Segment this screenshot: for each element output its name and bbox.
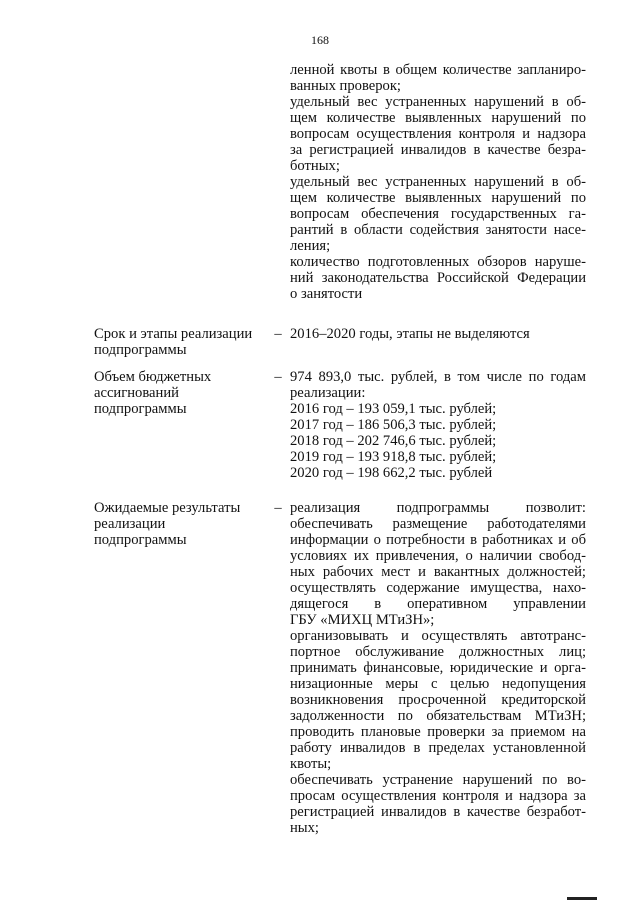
row-content-results [290, 500, 586, 836]
row-label-term [94, 326, 274, 358]
label-line: подпрограммы [94, 401, 187, 417]
text-line: проводить плановые проверки за приемом на [290, 724, 586, 740]
row-label-budget [94, 369, 274, 417]
text-line: ленной квоты в общем количестве запланиро- [290, 62, 586, 78]
text-line: условиях их привлечения, о наличии свобод- [290, 548, 586, 564]
text-line: осуществлять содержание имущества, нахо- [290, 580, 586, 596]
text-line: ний законодательства Российской Федерации [290, 270, 586, 286]
text-line: вопросам обеспечения государственных га- [290, 206, 586, 222]
text-line: за регистрацией инвалидов в качестве безра- [290, 142, 586, 158]
label-line: Объем бюджетных [94, 369, 212, 385]
text-line: квоты; [290, 756, 332, 772]
label-line: Ожидаемые результаты [94, 500, 241, 516]
text-line: о занятости [290, 286, 363, 302]
row-label-results [94, 500, 274, 548]
label-line: подпрограммы [94, 342, 187, 358]
label-line: Срок и этапы реализации [94, 326, 253, 342]
text-line: рантий в области содействия занятости насе- [290, 222, 586, 238]
text-line: ванных проверок; [290, 78, 401, 94]
text-line: обеспечивать устранение нарушений по во- [290, 772, 586, 788]
text-line: регистрацией инвалидов в качестве безработ- [290, 804, 586, 820]
label-line: подпрограммы [94, 532, 187, 548]
text-line: вопросам осуществления контроля и надзора [290, 126, 586, 142]
text-line: задолженности по обязательствам МТиЗН; [290, 708, 586, 724]
row-dash: – [274, 369, 282, 385]
text-line: работу инвалидов в пределах установленной [290, 740, 586, 756]
continuation-block [290, 62, 586, 302]
text-line: щем количестве выявленных нарушений по [290, 190, 586, 206]
text-line: ГБУ «МИХЦ МТиЗН»; [290, 612, 435, 628]
text-line: удельный вес устраненных нарушений в об- [290, 94, 586, 110]
text-line: реализации: [290, 385, 366, 401]
text-line: дящегося в оперативном управлении [290, 596, 586, 612]
text-line: количество подготовленных обзоров наруше- [290, 254, 586, 270]
text-line: 974 893,0 тыс. рублей, в том числе по годам [290, 369, 586, 385]
text-line: 2016 год – 193 059,1 тыс. рублей; [290, 401, 497, 417]
text-line: 2018 год – 202 746,6 тыс. рублей; [290, 433, 497, 449]
label-line: реализации [94, 516, 166, 532]
text-line: информации о потребности в работниках и об [290, 532, 586, 548]
text-line: возникновения просроченной кредиторской [290, 692, 586, 708]
text-line: 2019 год – 193 918,8 тыс. рублей; [290, 449, 497, 465]
text-line: 2016–2020 годы, этапы не выделяются [290, 326, 530, 342]
text-line: удельный вес устраненных нарушений в об- [290, 174, 586, 190]
text-line: портное обслуживание должностных лиц; [290, 644, 586, 660]
row-dash: – [274, 326, 282, 342]
text-line: ных рабочих мест и вакантных должностей; [290, 564, 586, 580]
label-line: ассигнований [94, 385, 179, 401]
text-line: ботных; [290, 158, 340, 174]
text-line: просам осуществления контроля и надзора за [290, 788, 586, 804]
text-line: 2020 год – 198 662,2 тыс. рублей [290, 465, 493, 481]
text-line: принимать финансовые, юридические и орга- [290, 660, 586, 676]
row-dash: – [274, 500, 282, 516]
text-line: ных; [290, 820, 319, 836]
page-number: 168 [311, 33, 329, 47]
text-line: щем количестве выявленных нарушений по [290, 110, 586, 126]
text-line: 2017 год – 186 506,3 тыс. рублей; [290, 417, 497, 433]
text-line: ления; [290, 238, 331, 254]
row-content-term [290, 326, 586, 342]
text-line: организовывать и осуществлять автотранс- [290, 628, 586, 644]
text-line: реализация подпрограммы позволит: [290, 500, 586, 516]
row-content-budget [290, 369, 586, 481]
text-line: обеспечивать размещение работодателями [290, 516, 586, 532]
text-line: низационные меры с целью недопущения [290, 676, 586, 692]
scan-artifact-mark [567, 897, 597, 900]
